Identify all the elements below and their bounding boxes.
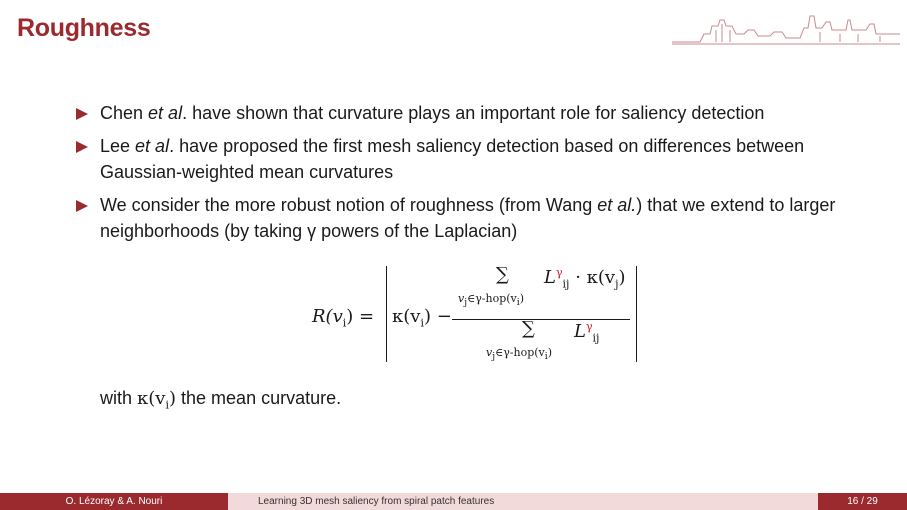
footer	[0, 493, 907, 510]
city-skyline-logo	[670, 8, 902, 46]
numerator-term: $L^\gamma_{ij} \cdot \kappa(v_j)$	[544, 266, 626, 291]
numerator-sum-index: $v_j\in\gamma-hop(v_i)$	[458, 292, 524, 309]
bullet-item: Chen et al. have shown that curvature plays an important role for saliency detection	[76, 100, 876, 126]
fraction-bar	[452, 319, 630, 320]
with-caption: with $\kappa(v_i)$ the mean curvature.	[100, 388, 342, 412]
footer-page-number: 16 / 29	[818, 493, 907, 510]
bullet-triangle-icon	[76, 108, 88, 120]
numerator-sum: ∑	[496, 264, 509, 285]
slide-title: Roughness	[17, 14, 151, 42]
formula-kappa: $\kappa(v_i)$ −	[392, 306, 452, 330]
denominator-sum-index: $v_j\in\gamma-hop(v_i)$	[486, 346, 552, 363]
bullet-item: Lee et al. have proposed the first mesh saliency detection based on differences between Gaussian-weighted mean curvatures	[76, 133, 876, 185]
footer-talk-title: Learning 3D mesh saliency from spiral patch features	[228, 493, 818, 510]
denominator-term: $L^\gamma_{ij}$	[574, 320, 600, 345]
bullet-triangle-icon	[76, 141, 88, 153]
bullet-triangle-icon	[76, 200, 88, 212]
bullet-item: We consider the more robust notion of roughness (from Wang et al.) that we extend to larger neighborhoods (by taking γ powers of the Laplacian)	[76, 192, 876, 244]
bullet-list	[76, 100, 876, 251]
footer-authors: O. Lézoray & A. Nouri	[0, 493, 228, 510]
denominator-sum: ∑	[522, 318, 535, 339]
roughness-formula	[300, 258, 660, 368]
formula-lhs: $R(v_i)$ =	[312, 306, 375, 330]
abs-bar-left	[386, 266, 387, 362]
abs-bar-right	[636, 266, 637, 362]
